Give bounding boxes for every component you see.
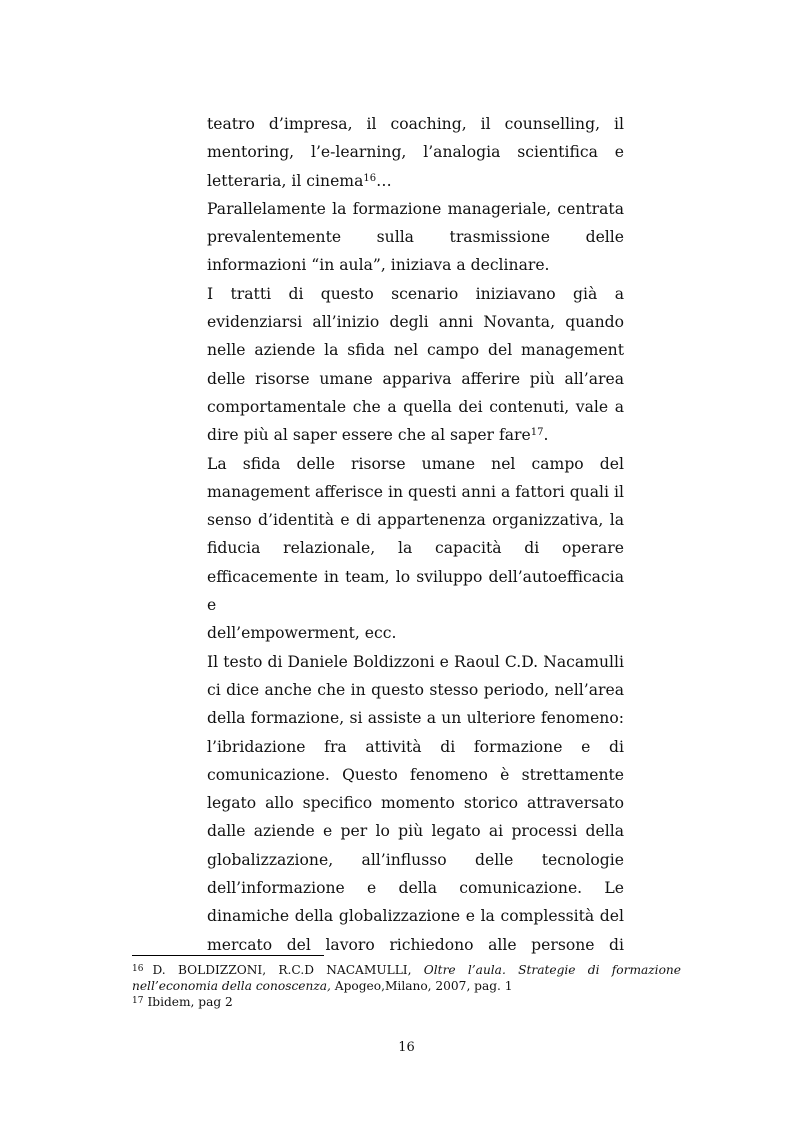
text-line: Parallelamente la formazione manageriale, centrata (207, 199, 624, 218)
text-line: dire più al saper essere che al saper fare$^{17}$. (207, 426, 549, 445)
text-line: dalle aziende e per lo più legato ai processi della (207, 822, 624, 841)
text-line: dinamiche della globalizzazione e la complessità del (207, 907, 624, 926)
text-line: management afferisce in questi anni a fattori quali il (207, 482, 624, 501)
text-line: senso d’identità e di appartenenza organizzativa, la (207, 511, 624, 530)
text-line: dell’empowerment, ecc. (207, 624, 397, 643)
text-line: della formazione, si assiste a un ulteriore fenomeno: (207, 709, 624, 728)
text-line: Il testo di Daniele Boldizzoni e Raoul C.D. Nacamulli (207, 652, 624, 671)
text-line: evidenziarsi all’inizio degli anni Novanta, quando (207, 313, 624, 332)
text-line: nelle aziende la sfida nel campo del management (207, 341, 624, 360)
footnote-title: Oltre l’aula. Strategie di formazione nell’economia della conoscenza, (132, 963, 681, 993)
text-line: legato allo specifico momento storico attraversato (207, 794, 624, 813)
text-line: mentoring, l’e-learning, l’analogia scientifica e (207, 143, 624, 162)
text-line: delle risorse umane appariva afferire più all’area (207, 369, 624, 388)
text-line: l’ibridazione fra attività di formazione e di (207, 737, 624, 756)
text-line: globalizzazione, all’influsso delle tecnologie (207, 850, 624, 869)
footnote-ref-16[interactable]: 16 (363, 172, 377, 184)
text-line: prevalentemente sulla trasmissione delle (207, 228, 624, 247)
footnote-ref-17[interactable]: 17 (530, 427, 544, 439)
text-line: teatro d’impresa, il coaching, il counselling, il (207, 115, 624, 133)
footnote-17: $^{17}$ Ibidem, pag 2 (132, 995, 233, 1009)
footnote-number: 17 (132, 996, 144, 1006)
text-line: dell’informazione e della comunicazione. Le (207, 879, 624, 898)
text-line: comunicazione. Questo fenomeno è strettamente (207, 765, 624, 784)
text-line: letteraria, il cinema$^{16}$… (207, 171, 392, 190)
text-line: La sfida delle risorse umane nel campo del (207, 454, 624, 473)
footnote-16: $^{16}$ D. BOLDIZZONI, R.C.D NACAMULLI, Oltre l’aula. Strategie di formazione nell’economia della conoscenza, Apogeo,Milano, 2007, pag. 1 (132, 963, 681, 993)
text-line: ci dice anche che in questo stesso periodo, nell’area (207, 680, 624, 699)
text-line: I tratti di questo scenario iniziavano già a (207, 284, 624, 303)
text-line: efficacemente in team, lo sviluppo dell’autoefficacia e (207, 567, 624, 615)
text-line: comportamentale che a quella dei contenuti, vale a (207, 397, 624, 416)
text-line: informazioni “in aula”, iniziava a declinare. (207, 256, 550, 275)
footnote-separator (132, 955, 324, 956)
text-line: mercato del lavoro richiedono alle persone di (207, 935, 624, 954)
footnote-number: 16 (132, 964, 144, 974)
text-line: fiducia relazionale, la capacità di operare (207, 539, 624, 558)
page-number: 16 (398, 1040, 415, 1055)
footnotes (132, 962, 681, 1010)
body-text (207, 110, 624, 959)
